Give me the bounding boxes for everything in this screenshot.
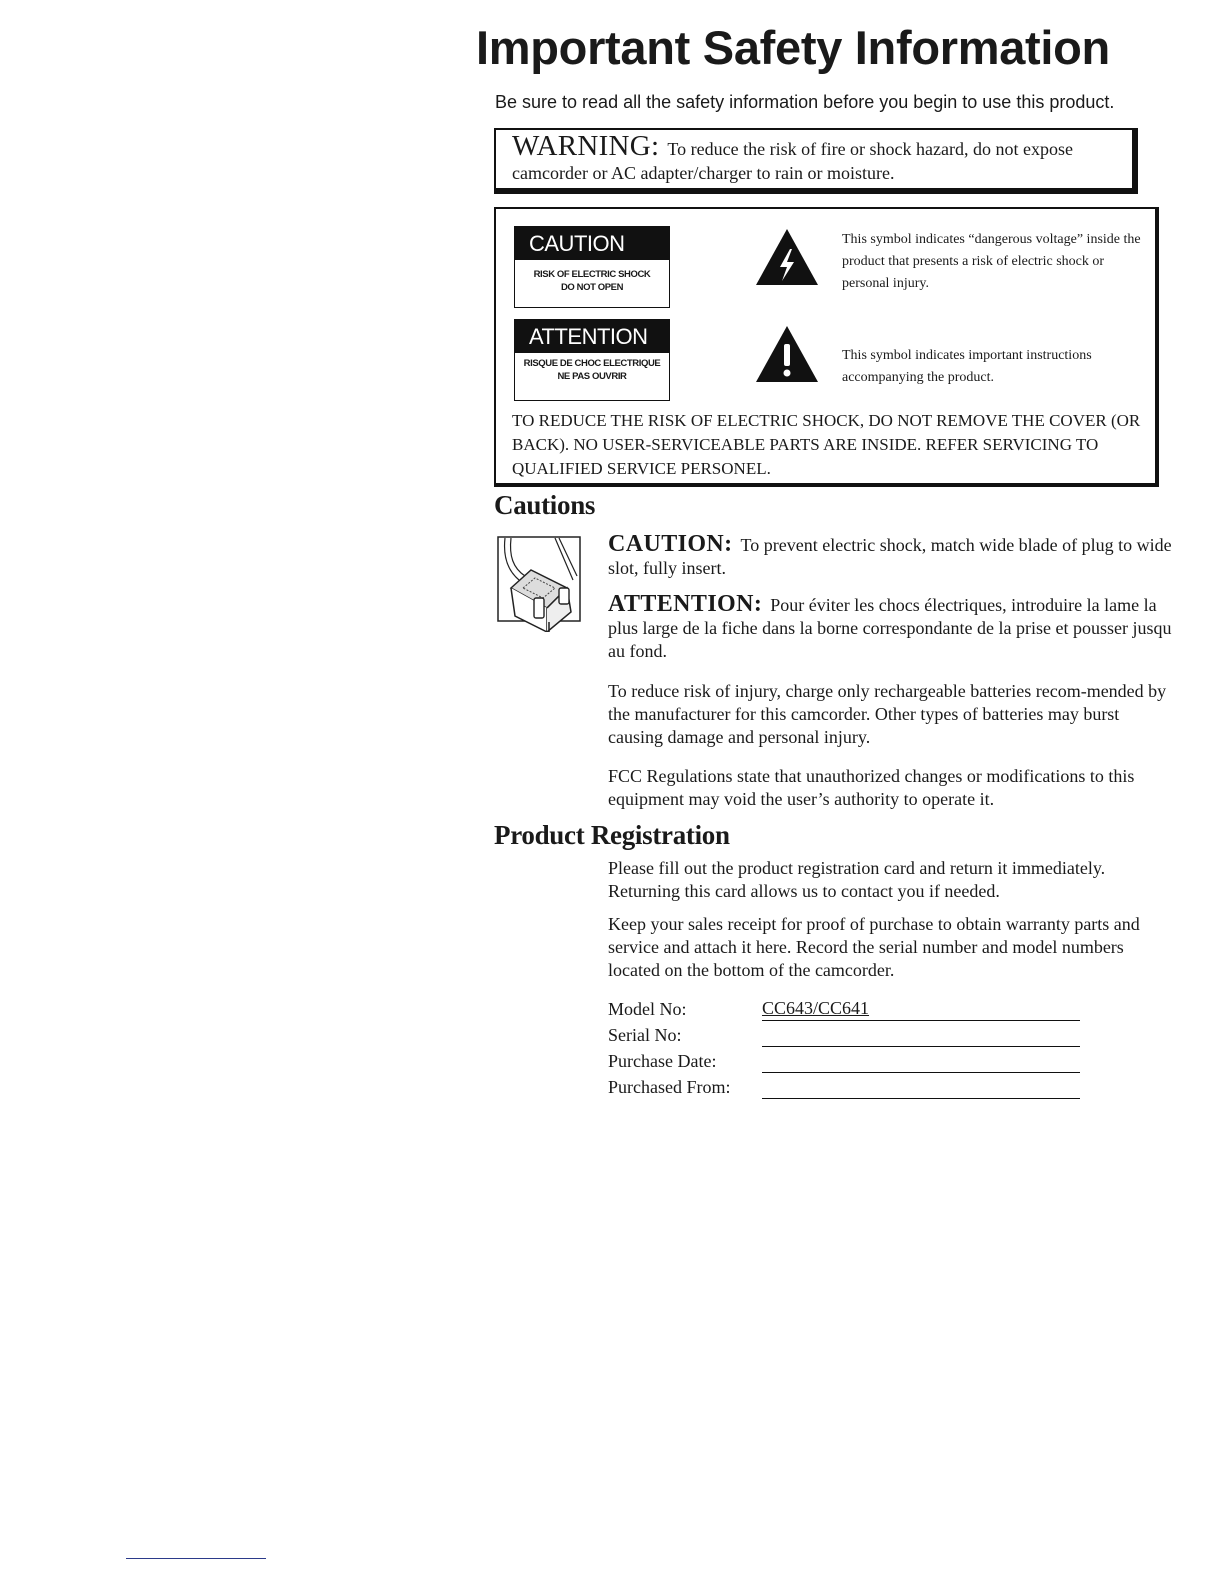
attention-paragraph: [608, 593, 1178, 663]
caution-paragraph: [608, 533, 1178, 580]
page-title: Important Safety Information: [476, 21, 1110, 74]
model-number-value: CC643/CC641: [762, 998, 1080, 1021]
attention-text: Pour éviter les chocs électriques, introduire la lame la plus large de la fiche dans la borne correspondante de la prise et pousser jusqu au fond.: [608, 595, 1172, 661]
exclamation-warning-icon: [754, 324, 820, 384]
purchase-date-line: [762, 1050, 1080, 1073]
caution-label-panel: [514, 226, 670, 308]
lightning-warning-icon: [754, 227, 820, 287]
page-subtitle: Be sure to read all the safety information before you begin to use this product.: [495, 92, 1115, 112]
serial-number-label: Serial No:: [608, 1025, 682, 1045]
caution-label-head: CAUTION: [515, 227, 669, 260]
purchase-date-label: Purchase Date:: [608, 1051, 717, 1071]
polarized-plug-icon: [497, 536, 591, 632]
cautions-heading: Cautions: [494, 490, 596, 520]
attention-label-head: ATTENTION: [515, 320, 669, 353]
caution-label: CAUTION:: [608, 531, 733, 557]
serial-number-line: [762, 1024, 1080, 1047]
instructions-symbol-description: This symbol indicates important instructions accompanying the product.: [842, 348, 1092, 385]
attention-label: ATTENTION:: [608, 591, 763, 617]
purchased-from-line: [762, 1076, 1080, 1099]
model-number-label: Model No:: [608, 999, 687, 1019]
registration-paragraph-2: Keep your sales receipt for proof of purchase to obtain warranty parts and service and attach it here. Record the serial number and model numbers located on the bottom of the camcorder.: [608, 914, 1140, 980]
footer-rule: [126, 1558, 266, 1559]
fcc-paragraph: FCC Regulations state that unauthorized changes or modifications to this equipment may void the user’s authority to operate it.: [608, 766, 1135, 809]
safety-symbols-box: [494, 207, 1159, 487]
purchased-from-label: Purchased From:: [608, 1077, 731, 1097]
attention-label-panel: [514, 319, 670, 401]
attention-label-line1: RISQUE DE CHOC ELECTRIQUE: [523, 358, 661, 369]
battery-caution-paragraph: To reduce risk of injury, charge only rechargeable batteries recom-mended by the manufacturer for this camcorder. Other types of batteries may burst causing damage and personal injury.: [608, 681, 1167, 747]
warning-text: To reduce the risk of fire or shock hazard, do not expose camcorder or AC adapter/charger to rain or moisture.: [512, 139, 1073, 183]
attention-label-line2: NE PAS OUVRIR: [557, 371, 627, 382]
caution-label-line1: RISK OF ELECTRIC SHOCK: [533, 269, 651, 280]
warning-label: WARNING:: [512, 130, 660, 162]
cover-removal-note: TO REDUCE THE RISK OF ELECTRIC SHOCK, DO NOT REMOVE THE COVER (OR BACK). NO USER-SERVICEABLE PARTS ARE INSIDE. REFER SERVICING TO QUALIFIED SERVICE PERSONEL.: [512, 411, 1141, 478]
caution-text: To prevent electric shock, match wide blade of plug to wide slot, fully insert.: [608, 535, 1172, 578]
registration-heading: Product Registration: [494, 820, 730, 850]
warning-box: [494, 128, 1138, 194]
registration-paragraph-1: Please fill out the product registration card and return it immediately. Returning this card allows us to contact you if needed.: [608, 858, 1106, 901]
voltage-symbol-description: This symbol indicates “dangerous voltage” inside the product that presents a risk of electric shock or personal injury.: [842, 232, 1141, 291]
caution-label-line2: DO NOT OPEN: [560, 282, 624, 293]
